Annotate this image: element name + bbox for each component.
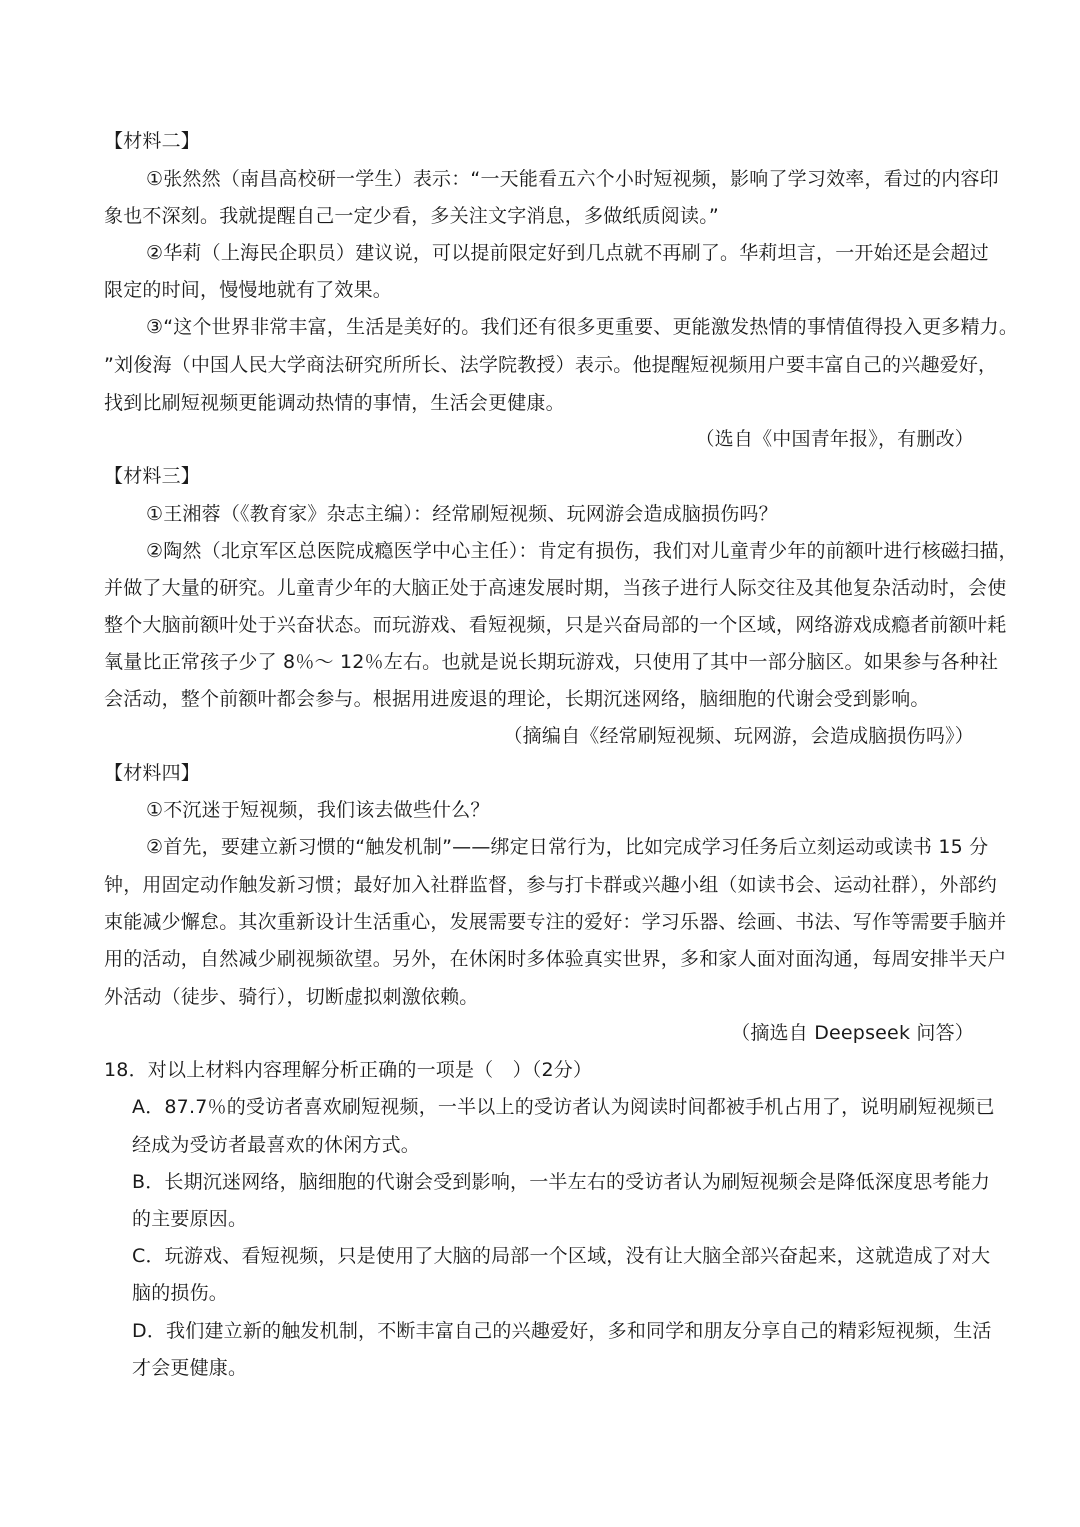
material2-line: ①张然然（南昌高校研一学生）表示：“一天能看五六个小时短视频，影响了学习效率，看过的内容印 (146, 168, 999, 190)
option-b-line1: B．长期沉迷网络，脑细胞的代谢会受到影响，一半左右的受访者认为刷短视频会是降低深度思考能力 (132, 1171, 991, 1193)
material3-line: 氧量比正常孩子少了 8％～ 12％左右。也就是说长期玩游戏，只使用了其中一部分脑区。如果参与各种社 (104, 651, 999, 673)
material3-line: 整个大脑前额叶处于兴奋状态。而玩游戏、看短视频，只是兴奋局部的一个区域，网络游戏成瘾者前额叶耗 (104, 614, 1007, 636)
option-d-line2: 才会更健康。 (132, 1357, 248, 1379)
material4-title: 【材料四】 (104, 762, 201, 784)
material2-line: ②华莉（上海民企职员）建议说，可以提前限定好到几点就不再刷了。华莉坦言，一开始还是会超过 (146, 242, 989, 264)
material2-line: 找到比刷短视频更能调动热情的事情，生活会更健康。 (104, 392, 565, 414)
material4-line: ②首先，要建立新习惯的“触发机制”——绑定日常行为，比如完成学习任务后立刻运动或读书 15 分 (146, 836, 989, 858)
option-c-line1: C．玩游戏、看短视频，只是使用了大脑的局部一个区域，没有让大脑全部兴奋起来，这就造成了对大 (132, 1245, 991, 1267)
material3-source: （摘编自《经常刷短视频、玩网游，会造成脑损伤吗》） (503, 725, 974, 747)
material2-title: 【材料二】 (104, 130, 201, 152)
material4-line: 用的活动，自然减少刷视频欲望。另外，在休闲时多体验真实世界，多和家人面对面沟通，每周安排半天户 (104, 948, 1007, 970)
material3-title: 【材料三】 (104, 465, 201, 487)
material3-line: 并做了大量的研究。儿童青少年的大脑正处于高速发展时期，当孩子进行人际交往及其他复杂活动时，会使 (104, 577, 1007, 599)
option-a-line1: A．87.7％的受访者喜欢刷短视频，一半以上的受访者认为阅读时间都被手机占用了，说明刷短视频已 (132, 1096, 995, 1118)
material3-line: ②陶然（北京军区总医院成瘾医学中心主任）：肯定有损伤，我们对儿童青少年的前额叶进行核磁扫描， (146, 540, 1018, 562)
option-b-line2: 的主要原因。 (132, 1208, 248, 1230)
material3-line: 会活动，整个前额叶都会参与。根据用进废退的理论，长期沉迷网络，脑细胞的代谢会受到影响。 (104, 688, 930, 710)
material4-line: 钟，用固定动作触发新习惯；最好加入社群监督，参与打卡群或兴趣小组（如读书会、运动社群），外部约 (104, 874, 997, 896)
option-a-line2: 经成为受访者最喜欢的休闲方式。 (132, 1134, 421, 1156)
option-c-line2: 脑的损伤。 (132, 1282, 229, 1304)
material4-line: 外活动（徒步、骑行），切断虚拟刺激依赖。 (104, 986, 479, 1008)
question-stem: 18．对以上材料内容理解分析正确的一项是（ ）（2分） (104, 1059, 593, 1081)
material2-line: ③“这个世界非常丰富，生活是美好的。我们还有很多更重要、更能激发热情的事情值得投入更多精力。 (146, 316, 1019, 338)
material4-line: ①不沉迷于短视频，我们该去做些什么？ (146, 799, 490, 821)
option-d-line1: D．我们建立新的触发机制，不断丰富自己的兴趣爱好，多和同学和朋友分享自己的精彩短视频，生活 (132, 1320, 992, 1342)
material2-line: ”刘俊海（中国人民大学商法研究所所长、法学院教授）表示。他提醒短视频用户要丰富自己的兴趣爱好， (104, 354, 998, 376)
material4-source: （摘选自 Deepseek 问答） (731, 1022, 974, 1044)
material2-line: 限定的时间，慢慢地就有了效果。 (104, 279, 393, 301)
material2-line: 象也不深刻。我就提醒自己一定少看，多关注文字消息，多做纸质阅读。” (104, 205, 719, 227)
material3-line: ①王湘蓉（《教育家》杂志主编）：经常刷短视频、玩网游会造成脑损伤吗？ (146, 503, 778, 525)
material2-source: （选自《中国青年报》，有删改） (695, 428, 974, 450)
material4-line: 束能减少懈怠。其次重新设计生活重心，发展需要专注的爱好：学习乐器、绘画、书法、写作等需要手脑并 (104, 911, 1007, 933)
